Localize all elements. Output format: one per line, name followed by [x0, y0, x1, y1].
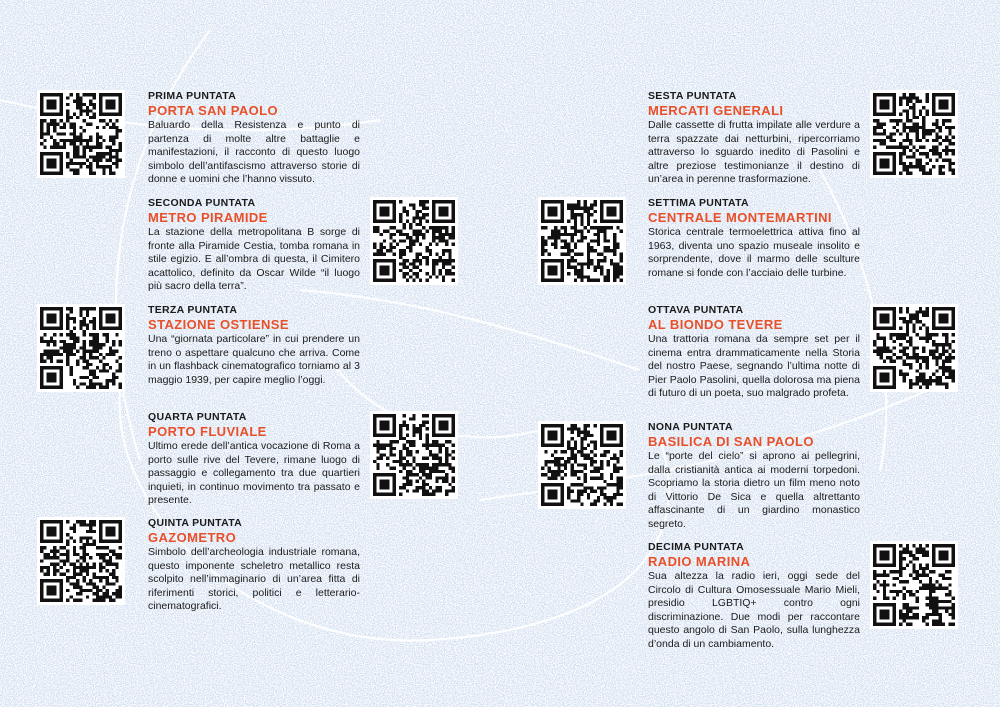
qr-code[interactable] [870, 304, 958, 392]
episode-description: Simbolo dell’archeologia industriale romana, questo imponente scheletro metallico resta scolpito nell’immaginario di un’area fitta di riferimenti storici, politici e letterario-cinematografici. [148, 546, 360, 613]
qr-code[interactable] [370, 197, 458, 285]
episode-entry [648, 541, 860, 652]
episode-description: Sua altezza la radio ieri, oggi sede del Circolo di Cultura Omosessuale Mario Mieli, presidio LGBTIQ+ contro ogni discriminazione. Due modi per raccontare questo angolo di San Paolo, sulla lunghezza d’onda di un cambiamento. [648, 570, 860, 650]
episode-entry [148, 411, 360, 508]
episode-description: Storica centrale termoelettrica attiva fino al 1963, diventa uno spazio museale insolito e sorprendente, dove il marmo delle sculture romane si fonde con l’acciaio delle turbine. [648, 226, 860, 279]
episode-label: OTTAVA PUNTATA [648, 304, 744, 316]
episode-title: METRO PIRAMIDE [148, 210, 268, 225]
qr-code[interactable] [37, 304, 125, 392]
episode-entry [648, 197, 860, 280]
qr-code[interactable] [870, 541, 958, 629]
episode-entry [148, 197, 360, 294]
episode-title: BASILICA DI SAN PAOLO [648, 434, 814, 449]
qr-code[interactable] [538, 421, 626, 509]
episode-title: STAZIONE OSTIENSE [148, 317, 289, 332]
episode-entry [148, 517, 360, 614]
episode-title: PORTA SAN PAOLO [148, 103, 278, 118]
episode-description: Le “porte del cielo” si aprono ai pellegrini, dalla cristianità antica ai moderni torpedoni. Scopriamo la storia dietro un film meno noto di Vittorio De Sica e quella altrettanto affascinante di un giardino monastico segreto. [648, 450, 860, 530]
episode-title: CENTRALE MONTEMARTINI [648, 210, 832, 225]
episode-label: TERZA PUNTATA [148, 304, 238, 316]
episode-label: SESTA PUNTATA [648, 90, 737, 102]
episode-entry [648, 421, 860, 532]
episode-title: MERCATI GENERALI [648, 103, 784, 118]
episode-description: Baluardo della Resistenza e punto di partenza di molte altre battaglie e manifestazioni, il racconto di questo luogo simbolo dell’antifascismo attraverso storie di donne e uomini che l’hanno vissuto. [148, 119, 360, 186]
qr-code[interactable] [538, 197, 626, 285]
episode-description: Una “giornata particolare” in cui prendere un treno o aspettare qualcuno che arriva. Come in un flashback cinematografico torniamo al 3 maggio 1939, per capire meglio l’oggi. [148, 333, 360, 386]
episode-entry [648, 304, 860, 401]
episode-label: NONA PUNTATA [648, 421, 733, 433]
qr-code[interactable] [37, 517, 125, 605]
qr-code[interactable] [370, 411, 458, 499]
episode-label: DECIMA PUNTATA [648, 541, 744, 553]
episode-description: Dalle cassette di frutta impilate alle verdure a terra spazzate dai netturbini, ripercorriamo attraverso lo sguardo inedito di Pasolini e altre preziose testimonianze il destino di un’area in perenne trasformazione. [648, 119, 860, 186]
episode-description: Ultimo erede dell’antica vocazione di Roma a porto sulle rive del Tevere, rimane luogo di passaggio e collegamento tra due quartieri inquieti, in continuo movimento tra passato e presente. [148, 440, 360, 507]
episode-title: AL BIONDO TEVERE [648, 317, 783, 332]
episode-entry [148, 304, 360, 387]
episode-label: SETTIMA PUNTATA [648, 197, 749, 209]
episode-entry [648, 90, 860, 187]
qr-code[interactable] [870, 90, 958, 178]
episode-label: PRIMA PUNTATA [148, 90, 237, 102]
episode-label: QUINTA PUNTATA [148, 517, 243, 529]
episode-label: QUARTA PUNTATA [148, 411, 247, 423]
episode-title: PORTO FLUVIALE [148, 424, 267, 439]
qr-code[interactable] [37, 90, 125, 178]
episode-label: SECONDA PUNTATA [148, 197, 256, 209]
episode-title: GAZOMETRO [148, 530, 237, 545]
episode-entry [148, 90, 360, 187]
episode-description: Una trattoria romana da sempre set per il cinema entra drammaticamente nella Storia del nostro Paese, segnando l’ultima notte di Pier Paolo Pasolini, quella dolorosa ma piena di futuro di un poeta, suo malgrado profeta. [648, 333, 860, 400]
episode-description: La stazione della metropolitana B sorge di fronte alla Piramide Cestia, tomba romana in stile egizio. E all’ombra di questa, il Cimitero acattolico, definito da Oscar Wilde “il luogo più sacro della terra”. [148, 226, 360, 293]
episode-title: RADIO MARINA [648, 554, 751, 569]
